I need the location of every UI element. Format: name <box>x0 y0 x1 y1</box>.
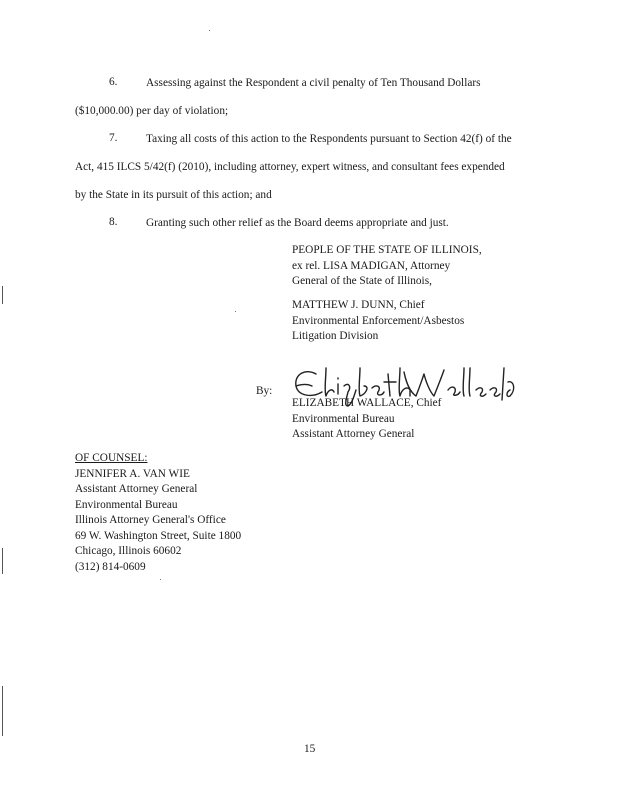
signer-name: ELIZABETH WALLACE, Chief <box>292 397 442 409</box>
signer-line: Environmental Bureau <box>292 412 395 425</box>
paragraph-8-number: 8. <box>109 216 118 228</box>
counsel-line: Assistant Attorney General <box>75 483 198 495</box>
scan-edge-mark <box>2 548 3 574</box>
party-line: General of the State of Illinois, <box>292 275 432 287</box>
page-number: 15 <box>304 743 316 755</box>
paragraph-7-number: 7. <box>109 132 118 144</box>
counsel-line: Illinois Attorney General's Office <box>75 514 226 526</box>
chief-line: MATTHEW J. DUNN, Chief <box>292 299 425 311</box>
party-line: PEOPLE OF THE STATE OF ILLINOIS, <box>292 244 482 256</box>
scan-edge-mark <box>2 686 3 736</box>
counsel-heading: OF COUNSEL: <box>75 452 148 464</box>
counsel-line: Chicago, Illinois 60602 <box>75 545 182 557</box>
counsel-line: 69 W. Washington Street, Suite 1800 <box>75 529 242 542</box>
counsel-line: Environmental Bureau <box>75 498 178 511</box>
signer-block <box>292 396 441 443</box>
party-line: ex rel. LISA MADIGAN, Attorney <box>292 259 451 272</box>
party-block <box>292 243 482 290</box>
paragraph-6-line-1: Assessing against the Respondent a civil penalty of Ten Thousand Dollars <box>146 77 481 89</box>
scan-speck <box>160 579 161 580</box>
counsel-line: JENNIFER A. VAN WIE <box>75 467 190 480</box>
chief-block <box>292 298 464 345</box>
chief-line: Litigation Division <box>292 330 379 342</box>
paragraph-6-number: 6. <box>109 76 118 88</box>
counsel-line: (312) 814-0609 <box>75 560 146 573</box>
paragraph-7-line-2: Act, 415 ILCS 5/42(f) (2010), including attorney, expert witness, and consultant fees expended <box>75 161 505 173</box>
by-label: By: <box>256 385 273 397</box>
chief-line: Environmental Enforcement/Asbestos <box>292 314 465 327</box>
scan-speck <box>209 30 210 31</box>
paragraph-7-line-1: Taxing all costs of this action to the Respondents pursuant to Section 42(f) of the <box>146 133 512 145</box>
scan-edge-mark <box>2 286 3 304</box>
paragraph-8-line-1: Granting such other relief as the Board deems appropriate and just. <box>146 217 449 229</box>
scan-speck <box>235 311 236 312</box>
signer-line: Assistant Attorney General <box>292 428 415 440</box>
paragraph-7-line-3: by the State in its pursuit of this action; and <box>75 189 272 201</box>
paragraph-6-line-2: ($10,000.00) per day of violation; <box>75 105 229 117</box>
counsel-block <box>75 451 241 575</box>
